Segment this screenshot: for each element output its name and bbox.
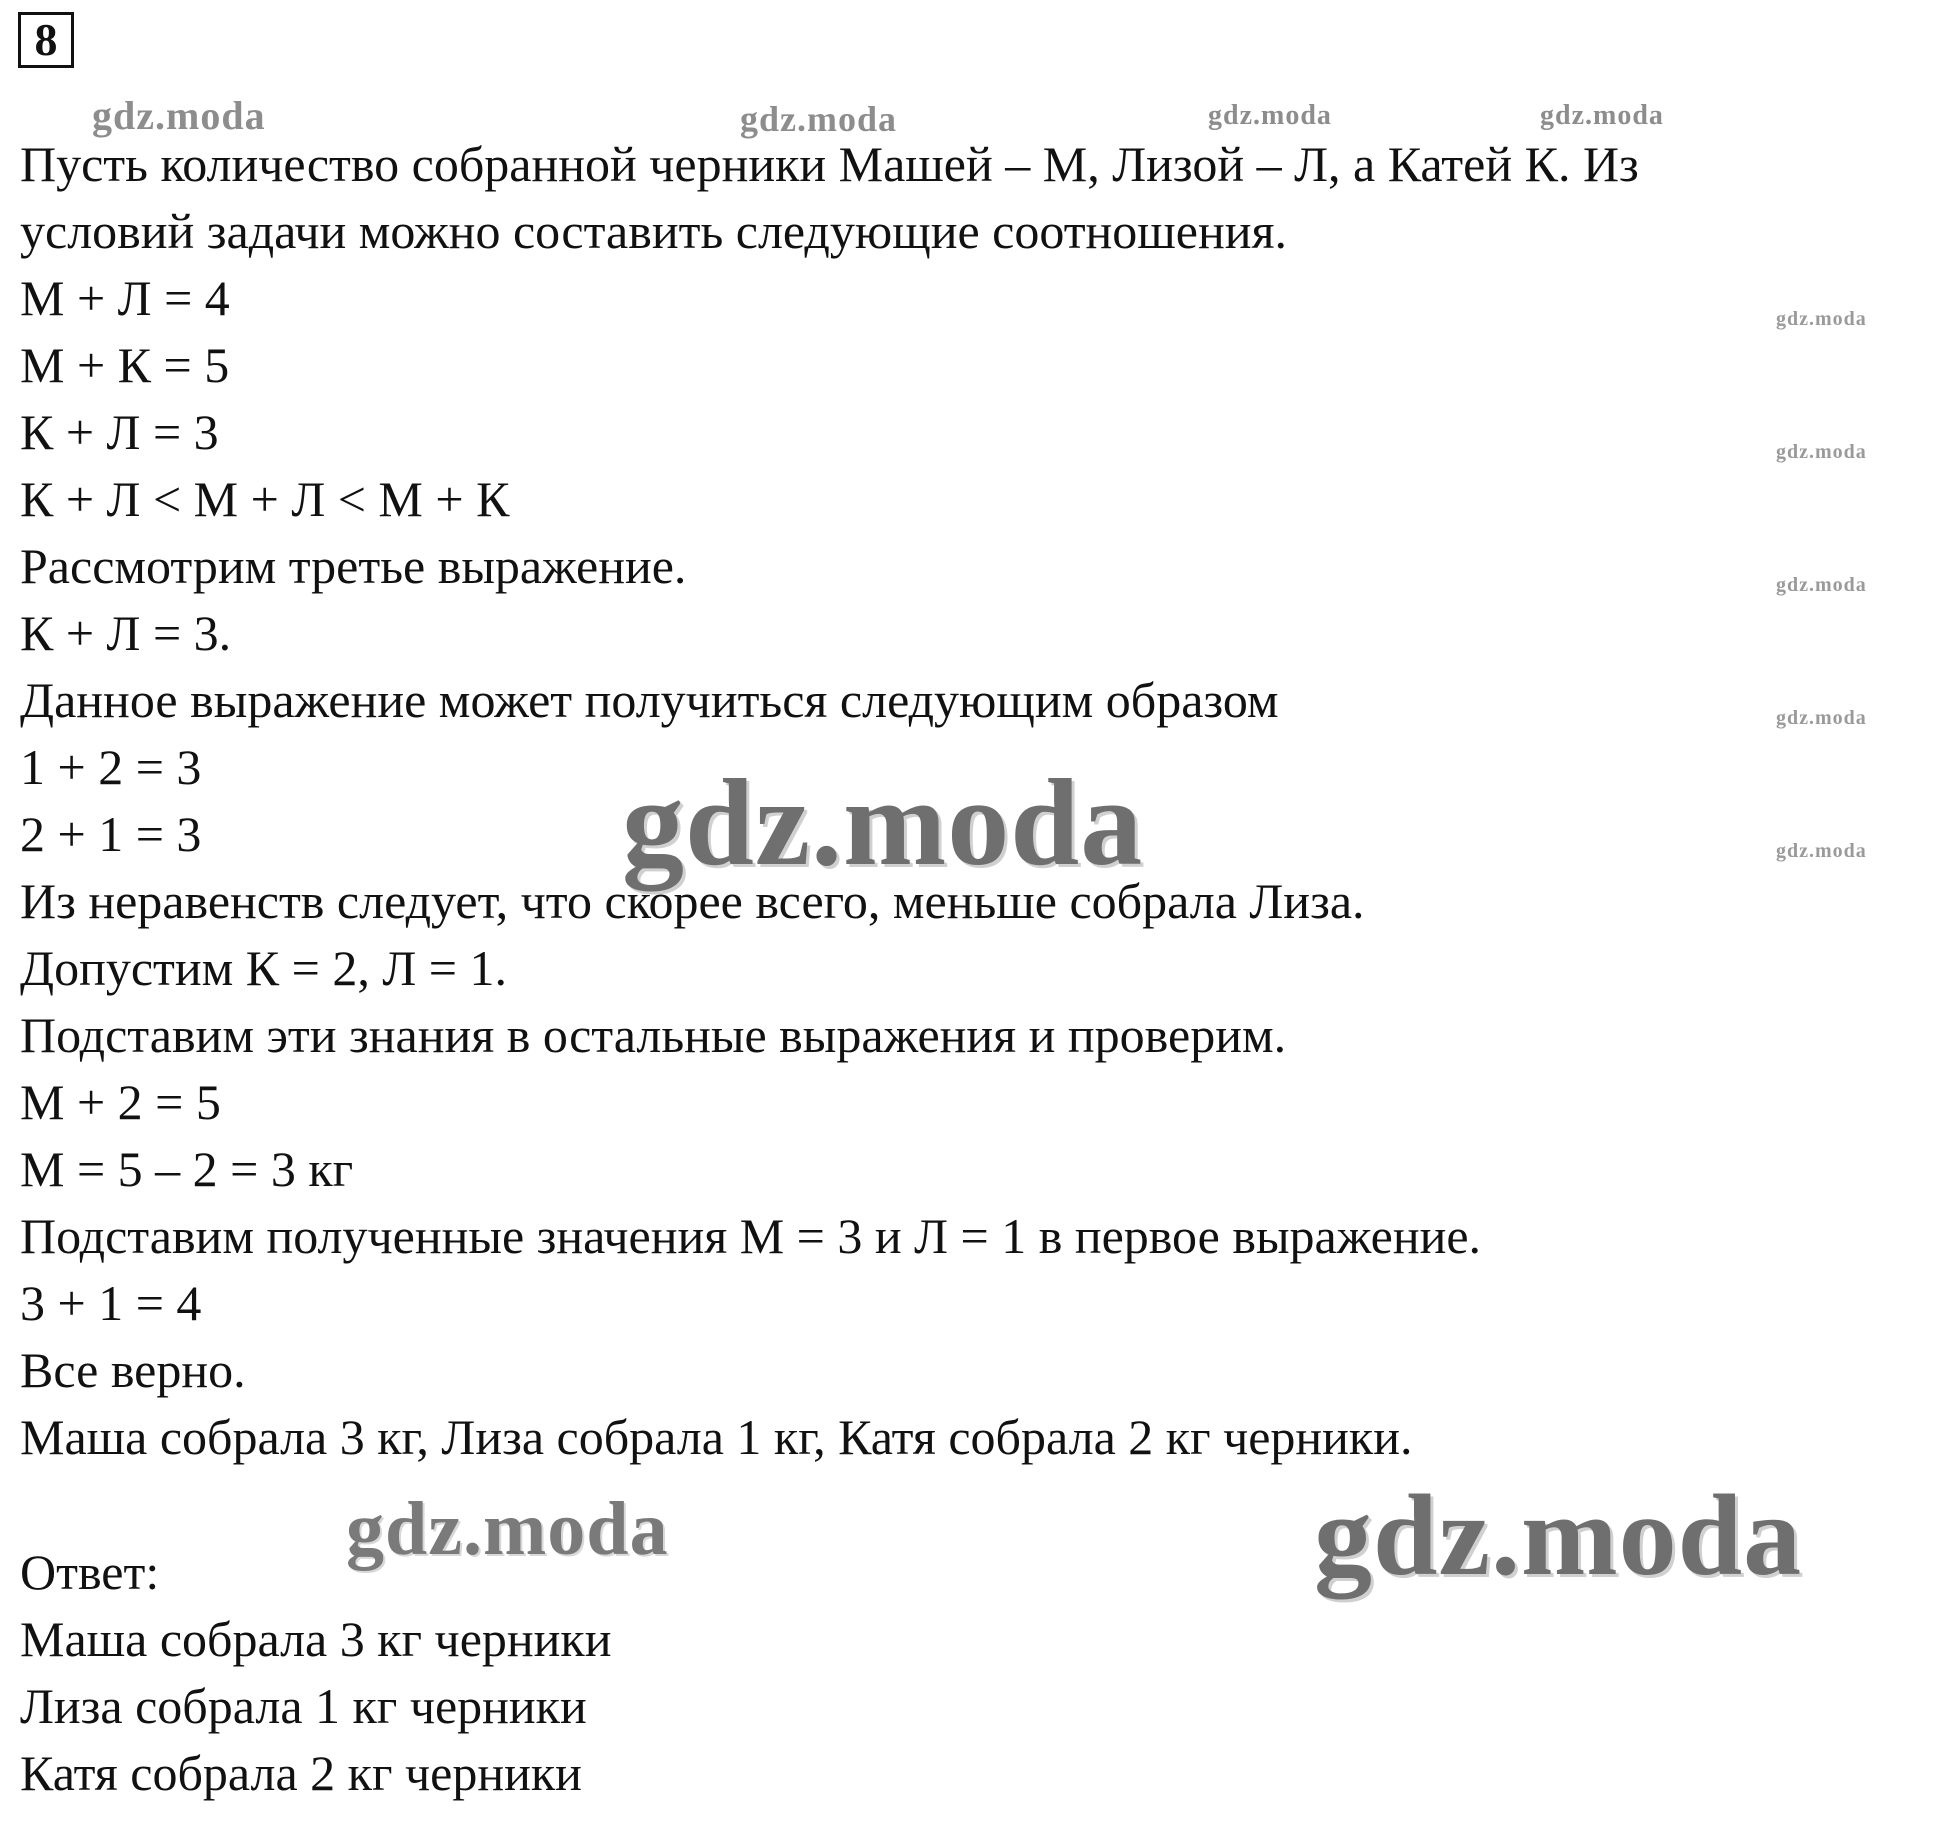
watermark: gdz.moda: [1776, 707, 1867, 729]
watermark: gdz.moda: [1314, 1472, 1803, 1600]
equation-line: М + Л = 4: [20, 270, 230, 326]
solution-line: Подставим эти знания в остальные выражения и проверим.: [20, 1007, 1287, 1063]
solution-line: Из неравенств следует, что скорее всего, меньше собрала Лиза.: [20, 873, 1365, 929]
watermark: gdz.moda: [1776, 574, 1867, 596]
solution-line: Рассмотрим третье выражение.: [20, 538, 687, 594]
equation-line: К + Л = 3.: [20, 605, 232, 661]
solution-line: Все верно.: [20, 1342, 246, 1398]
task-number-box: 8: [18, 12, 74, 68]
answer-line: Лиза собрала 1 кг черники: [20, 1678, 587, 1734]
equation-line: 1 + 2 = 3: [20, 739, 202, 795]
solution-line: Подставим полученные значения М = 3 и Л = 1 в первое выражение.: [20, 1208, 1482, 1264]
equation-line: 2 + 1 = 3: [20, 806, 202, 862]
answer-line: Маша собрала 3 кг черники: [20, 1611, 612, 1667]
equation-line: К + Л = 3: [20, 404, 219, 460]
watermark: gdz.moda: [622, 754, 1144, 891]
solution-line: Данное выражение может получиться следующим образом: [20, 672, 1279, 728]
watermark: gdz.moda: [92, 93, 266, 138]
watermark: gdz.moda: [1776, 308, 1867, 330]
answer-label: Ответ:: [20, 1544, 160, 1600]
answer-line: Катя собрала 2 кг черники: [20, 1745, 582, 1801]
solution-line: Допустим К = 2, Л = 1.: [20, 940, 507, 996]
solution-line: Пусть количество собранной черники Машей – М, Лизой – Л, а Катей К. Из: [20, 136, 1639, 192]
equation-line: М = 5 – 2 = 3 кг: [20, 1141, 354, 1197]
equation-line: М + К = 5: [20, 337, 230, 393]
inequality-line: К + Л < М + Л < М + К: [20, 471, 510, 527]
watermark: gdz.moda: [346, 1487, 669, 1571]
equation-line: М + 2 = 5: [20, 1074, 221, 1130]
watermark: gdz.moda: [1208, 100, 1332, 131]
watermark: gdz.moda: [1776, 441, 1867, 463]
watermark: gdz.moda: [1540, 100, 1664, 131]
watermark: gdz.moda: [1776, 840, 1867, 862]
solution-line: условий задачи можно составить следующие соотношения.: [20, 203, 1288, 259]
equation-line: 3 + 1 = 4: [20, 1275, 202, 1331]
solution-line: Маша собрала 3 кг, Лиза собрала 1 кг, Катя собрала 2 кг черники.: [20, 1409, 1413, 1465]
watermark: gdz.moda: [740, 99, 898, 139]
